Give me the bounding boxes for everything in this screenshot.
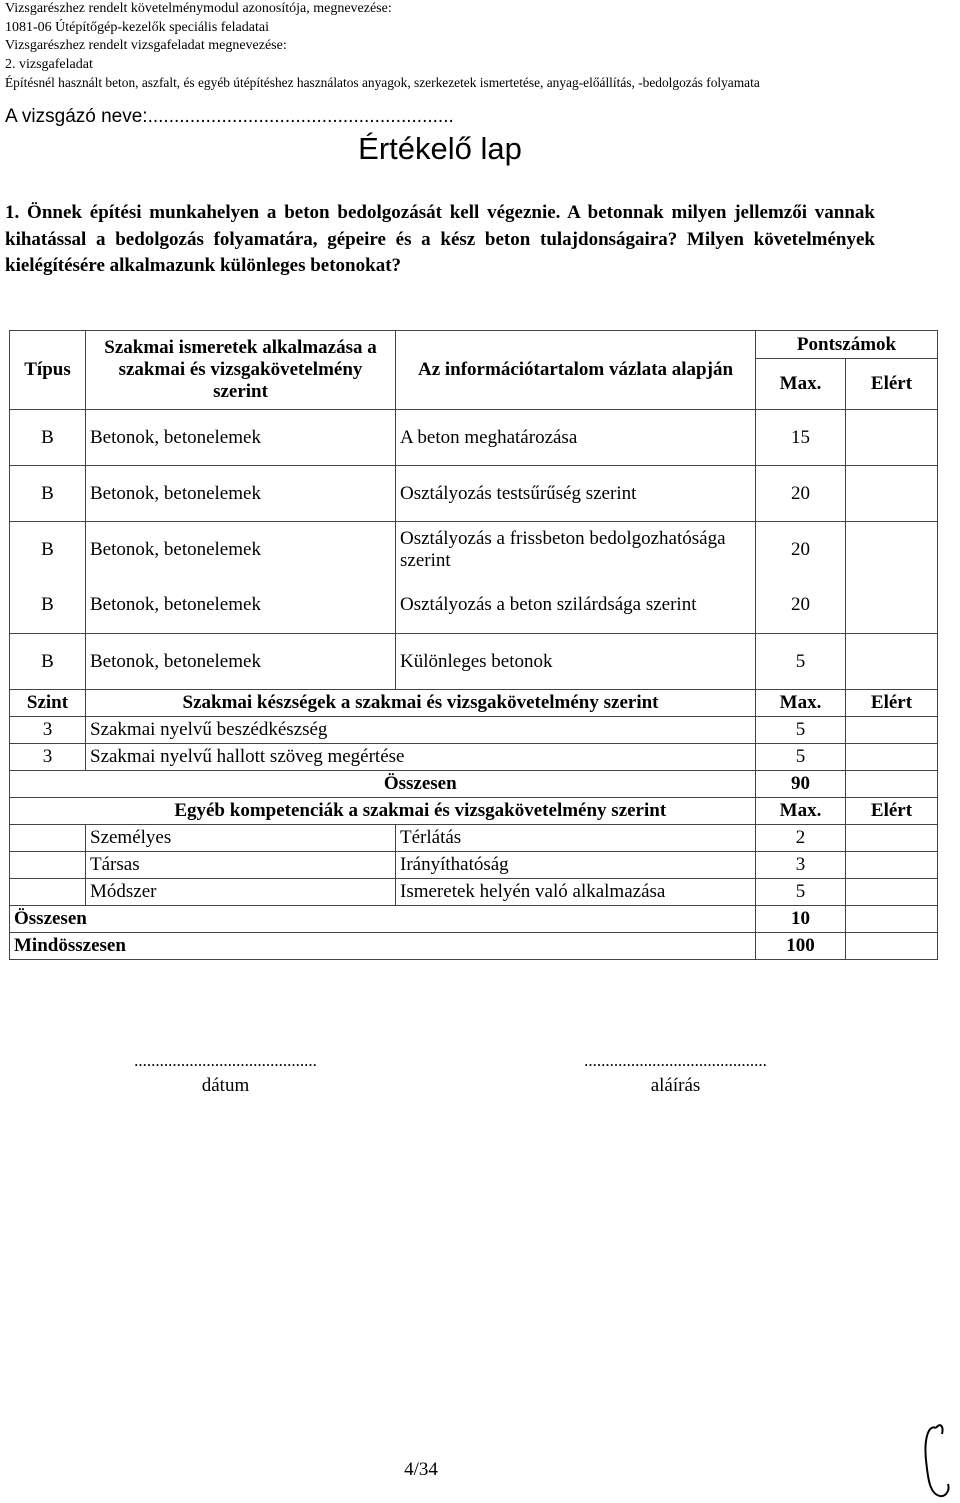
skill-max: 5 <box>756 744 846 771</box>
skills-competences-table <box>9 689 938 960</box>
row-outline: A beton meghatározása <box>396 410 756 466</box>
table-row <box>10 879 938 906</box>
question-text: 1. Önnek építési munkahelyen a beton bedolgozását kell végeznie. A betonnak milyen jellemzői vannak kihatással a bedolgozás folyamatára, gépeire és a kész beton tulajdonságaira? Milyen követelmények kielégítésére alkalmazunk különleges betonokat? <box>5 202 875 276</box>
competence-label: Térlátás <box>396 825 756 852</box>
skill-level: 3 <box>10 744 86 771</box>
subtotal-label: Összesen <box>86 771 756 798</box>
competence-achieved-cell[interactable] <box>846 879 938 906</box>
competences-header-achieved: Elért <box>846 798 938 825</box>
table-row <box>10 634 938 690</box>
sign-label: aláírás <box>650 1075 701 1096</box>
subtotal-row <box>10 771 938 798</box>
row-knowledge: Betonok, betonelemek <box>86 634 396 690</box>
header-line-module-name: 1081-06 Útépítőgép-kezelők speciális feladatai <box>5 19 269 35</box>
row-achieved-cell[interactable] <box>846 522 938 578</box>
row-max: 5 <box>756 634 846 690</box>
col-header-outline: Az információtartalom vázlata alapján <box>396 331 756 410</box>
row-type: B <box>10 410 86 466</box>
competence-achieved-cell[interactable] <box>846 852 938 879</box>
date-line: ........................................... <box>134 1051 317 1070</box>
row-outline: Osztályozás a beton szilárdsága szerint <box>396 578 756 634</box>
grand-total-achieved-cell[interactable] <box>846 933 938 960</box>
row-max: 20 <box>756 578 846 634</box>
row-achieved-cell[interactable] <box>846 466 938 522</box>
subtotal-max: 90 <box>756 771 846 798</box>
row-type: B <box>10 634 86 690</box>
total-achieved-cell[interactable] <box>846 906 938 933</box>
competence-category: Módszer <box>86 879 396 906</box>
row-outline: Különleges betonok <box>396 634 756 690</box>
sign-line: ........................................... <box>584 1051 767 1070</box>
table-row <box>10 717 938 744</box>
competence-label: Irányíthatóság <box>396 852 756 879</box>
table-row <box>10 744 938 771</box>
total-row <box>10 906 938 933</box>
skill-label: Szakmai nyelvű hallott szöveg megértése <box>86 744 756 771</box>
row-knowledge: Betonok, betonelemek <box>86 466 396 522</box>
table-row <box>10 825 938 852</box>
skill-label: Szakmai nyelvű beszédkészség <box>86 717 756 744</box>
subtotal-achieved-cell[interactable] <box>846 771 938 798</box>
total-max: 10 <box>756 906 846 933</box>
table-row <box>10 578 938 634</box>
page-title: Értékelő lap <box>358 131 522 166</box>
skill-level: 3 <box>10 717 86 744</box>
header-line-module-label: Vizsgarészhez rendelt követelménymodul azonosítója, megnevezése: <box>5 1 392 16</box>
header-line-task-label: Vizsgarészhez rendelt vizsgafeladat megnevezése: <box>5 38 287 54</box>
competence-achieved-cell[interactable] <box>846 825 938 852</box>
row-max: 20 <box>756 466 846 522</box>
row-max: 15 <box>756 410 846 466</box>
grand-total-label: Mindösszesen <box>10 933 756 960</box>
row-max: 20 <box>756 522 846 578</box>
competence-max: 5 <box>756 879 846 906</box>
col-header-points: Pontszámok <box>756 331 938 359</box>
skills-header-achieved: Elért <box>846 690 938 717</box>
skills-header-max: Max. <box>756 690 846 717</box>
table-row <box>10 522 938 578</box>
candidate-name-line: A vizsgázó neve:.......................................................... <box>5 106 454 127</box>
competence-label: Ismeretek helyén való alkalmazása <box>396 879 756 906</box>
col-header-knowledge: Szakmai ismeretek alkalmazása a szakmai és vizsgakövetelmény szerint <box>86 331 396 410</box>
header-line-task-name: Építésnél használt beton, aszfalt, és egyéb útépítéshez használatos anyagok, szerkezetek ismertetése, anyag-előállítás, -bedolgozás folyamata <box>5 75 760 91</box>
date-label: dátum <box>201 1075 250 1096</box>
initials-scribble-icon <box>918 1420 954 1500</box>
skill-achieved-cell[interactable] <box>846 717 938 744</box>
col-header-max: Max. <box>756 359 846 410</box>
row-knowledge: Betonok, betonelemek <box>86 578 396 634</box>
skill-max: 5 <box>756 717 846 744</box>
competence-category: Társas <box>86 852 396 879</box>
evaluation-table <box>9 330 938 690</box>
sign-signature-block <box>538 1051 813 1097</box>
table-row <box>10 852 938 879</box>
header-line-task-number: 2. vizsgafeladat <box>5 56 93 72</box>
date-signature-block <box>88 1051 363 1097</box>
row-type: B <box>10 522 86 578</box>
total-label: Összesen <box>10 906 756 933</box>
competence-max: 2 <box>756 825 846 852</box>
competences-header-label: Egyéb kompetenciák a szakmai és vizsgakövetelmény szerint <box>86 798 756 825</box>
skill-achieved-cell[interactable] <box>846 744 938 771</box>
document-header <box>5 0 955 93</box>
row-outline: Osztályozás testsűrűség szerint <box>396 466 756 522</box>
skills-header-level: Szint <box>10 690 86 717</box>
row-knowledge: Betonok, betonelemek <box>86 522 396 578</box>
col-header-type: Típus <box>10 331 86 410</box>
row-type: B <box>10 578 86 634</box>
grand-total-row <box>10 933 938 960</box>
skills-header-label: Szakmai készségek a szakmai és vizsgakövetelmény szerint <box>86 690 756 717</box>
competence-max: 3 <box>756 852 846 879</box>
page-number: 4/34 <box>404 1459 438 1480</box>
col-header-achieved: Elért <box>846 359 938 410</box>
row-achieved-cell[interactable] <box>846 634 938 690</box>
row-achieved-cell[interactable] <box>846 410 938 466</box>
row-outline: Osztályozás a frissbeton bedolgozhatósága szerint <box>396 522 756 578</box>
table-row <box>10 410 938 466</box>
grand-total-max: 100 <box>756 933 846 960</box>
competences-header-max: Max. <box>756 798 846 825</box>
row-knowledge: Betonok, betonelemek <box>86 410 396 466</box>
row-achieved-cell[interactable] <box>846 578 938 634</box>
row-type: B <box>10 466 86 522</box>
competence-category: Személyes <box>86 825 396 852</box>
table-row <box>10 466 938 522</box>
